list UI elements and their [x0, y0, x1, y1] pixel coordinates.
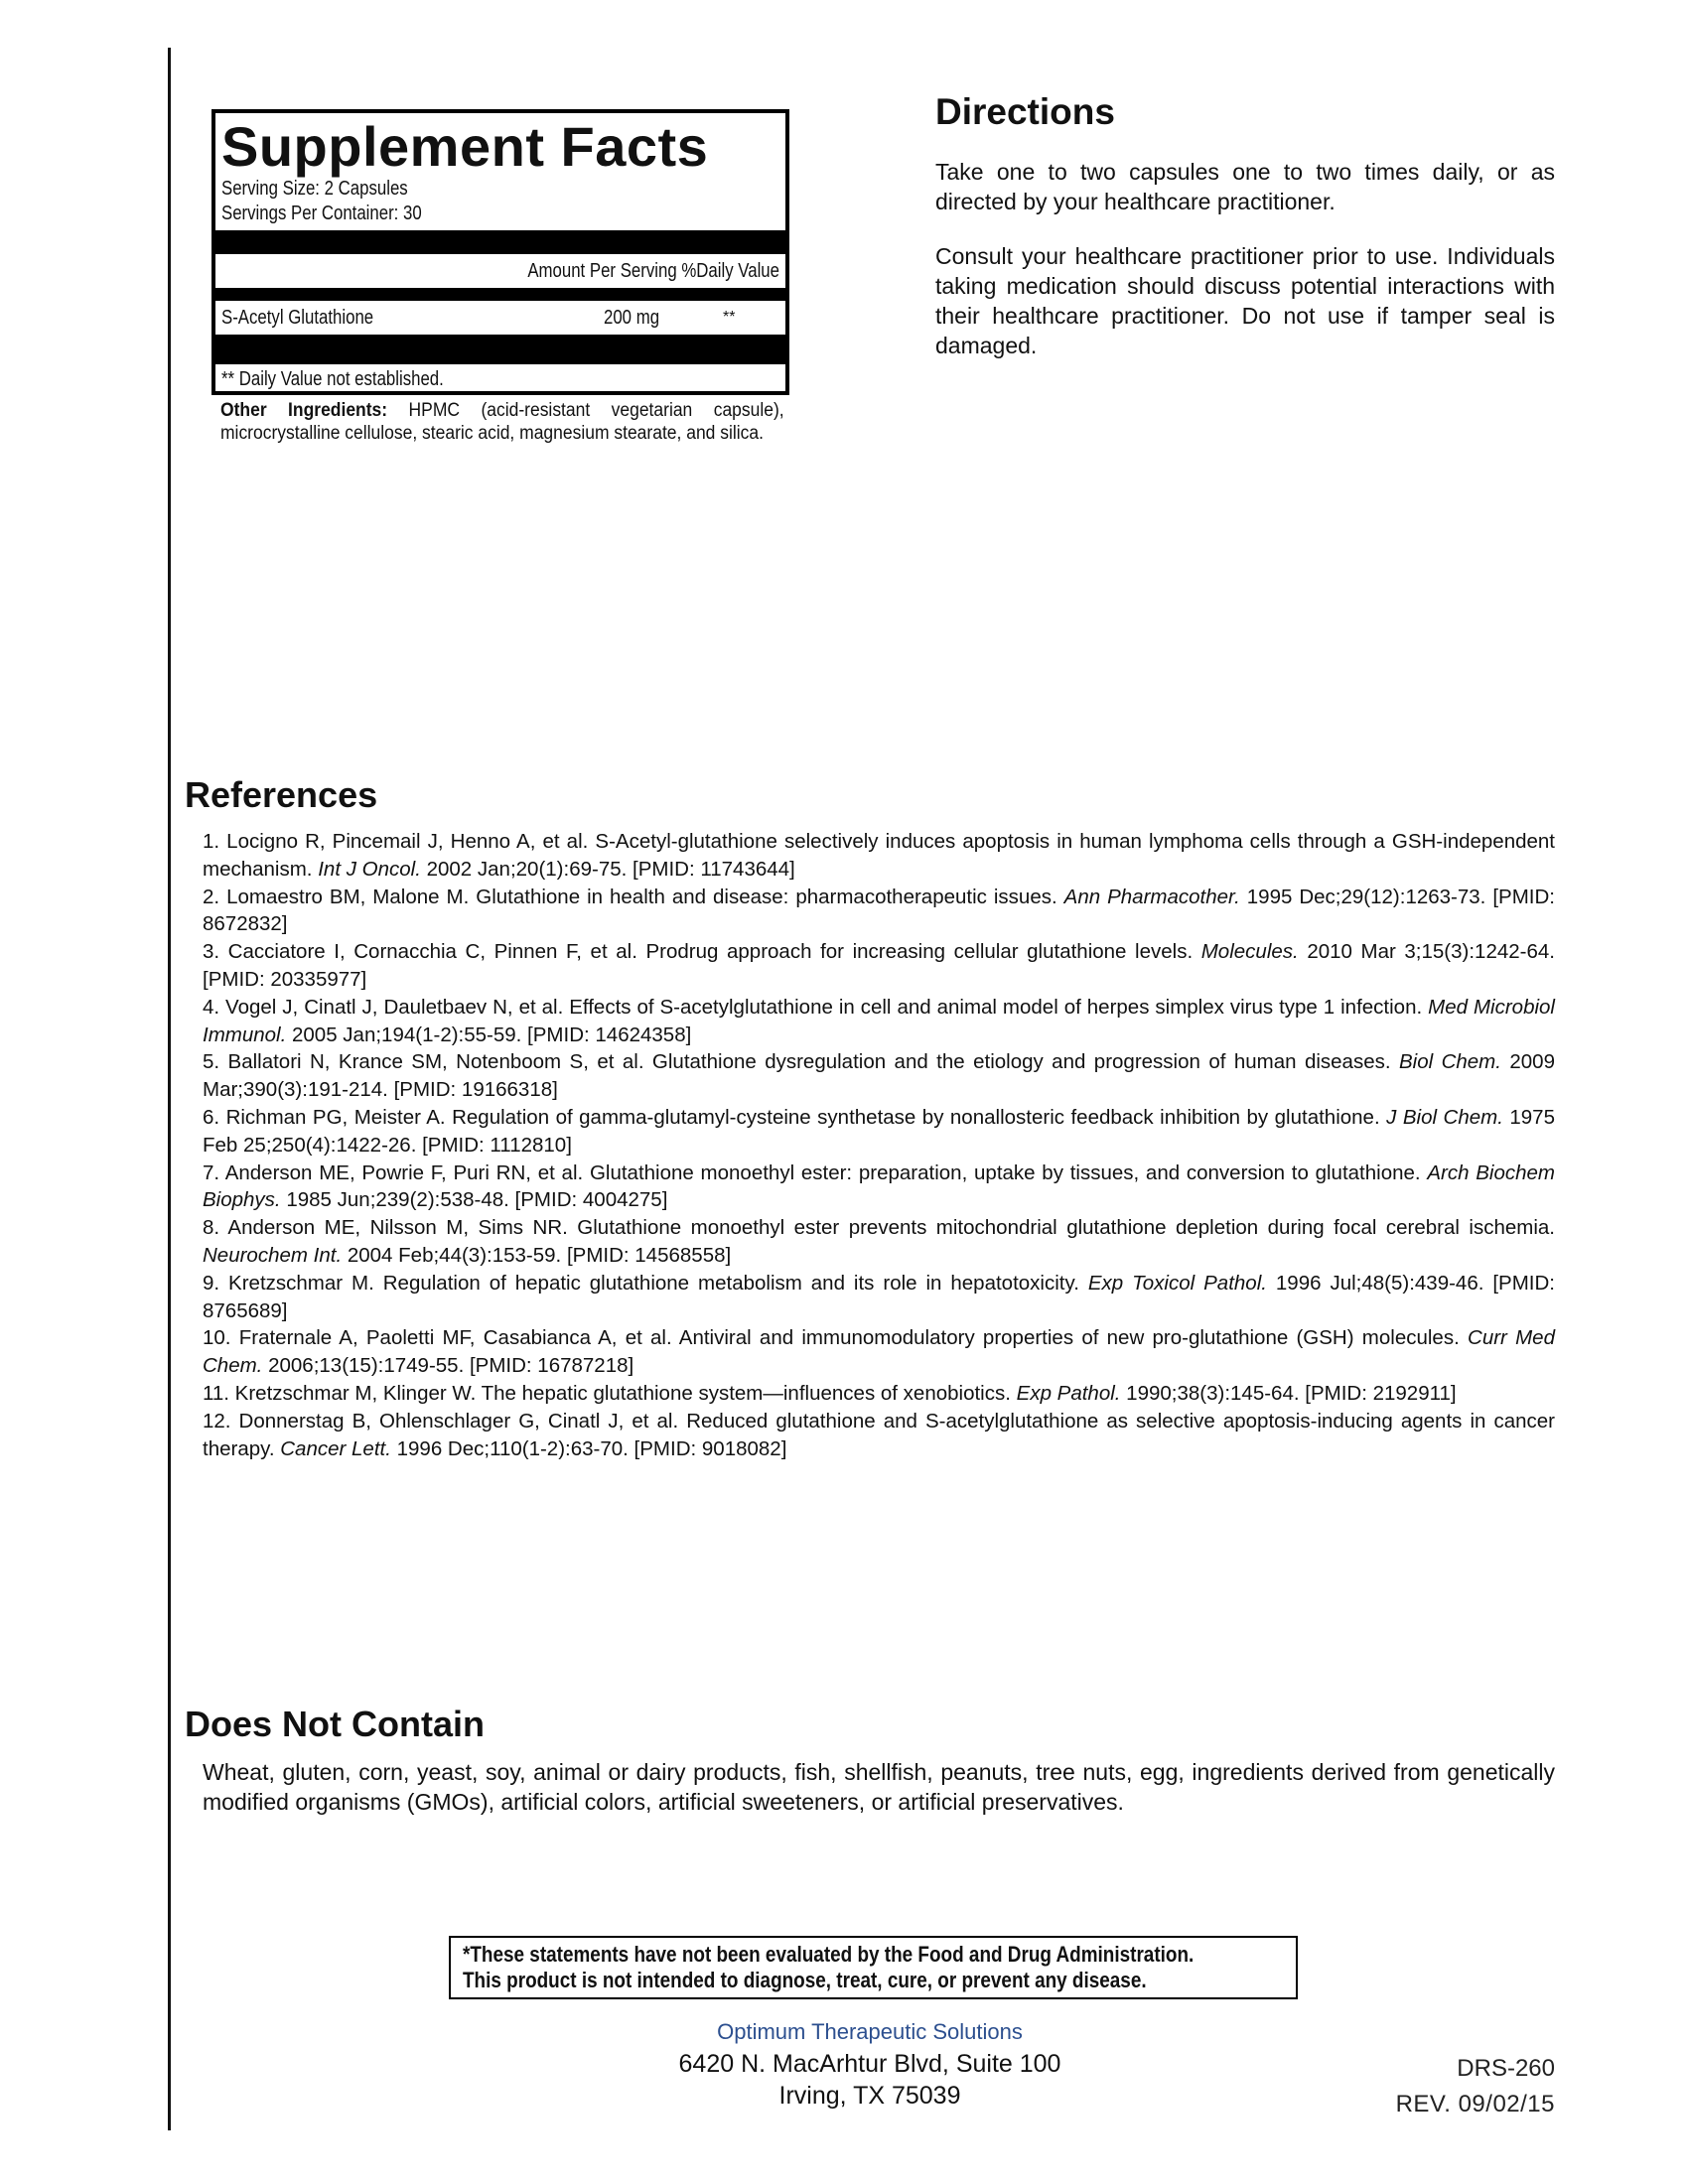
does-not-contain-title: Does Not Contain [185, 1704, 485, 1744]
reference-text: 11. Kretzschmar M, Klinger W. The hepatic glutathione system—influences of xenobiotics. [203, 1381, 1017, 1405]
ingredient-amount: 200 mg [604, 307, 660, 329]
reference-item [203, 994, 1555, 1049]
address-line-1: 6420 N. MacArhtur Blvd, Suite 100 [678, 2050, 1061, 2078]
references-list [203, 828, 1555, 1462]
reference-item [203, 1214, 1555, 1270]
ingredient-row [221, 301, 779, 335]
serving-size: Serving Size: 2 Capsules [221, 178, 408, 200]
reference-journal: Molecules. [1200, 940, 1299, 964]
fda-disclaimer-line-1: *These statements have not been evaluated by the Food and Drug Administration. [463, 1942, 1195, 1967]
supplement-facts-panel [211, 109, 789, 395]
reference-citation: 1996 Jul;48(5):439-46. [PMID: 8765689] [203, 1271, 1556, 1322]
reference-journal: Cancer Lett. [280, 1436, 391, 1460]
servings-per-container: Servings Per Container: 30 [221, 203, 422, 224]
reference-item [203, 1270, 1555, 1325]
address-line-2: Irving, TX 75039 [778, 2082, 961, 2110]
reference-citation: 2005 Jan;194(1-2):55-59. [PMID: 14624358] [286, 1023, 692, 1046]
reference-text: 7. Anderson ME, Powrie F, Puri RN, et al. Glutathione monoethyl ester: preparation, uptake by tissues, and conversion to glutathione. [203, 1160, 1428, 1184]
reference-journal: Exp Pathol. [1016, 1381, 1121, 1405]
reference-citation: 2002 Jan;20(1):69-75. [PMID: 11743644] [420, 857, 795, 881]
left-margin-rule [168, 48, 171, 2130]
reference-text: 2. Lomaestro BM, Malone M. Glutathione in health and disease: pharmacotherapeutic issues. [203, 885, 1064, 908]
reference-journal: J Biol Chem. [1386, 1105, 1503, 1129]
reference-journal: Ann Pharmacother. [1063, 885, 1240, 908]
references-title: References [185, 774, 378, 815]
directions-title: Directions [935, 91, 1115, 132]
divider-bar-thick [215, 230, 785, 254]
reference-item [203, 1160, 1555, 1215]
other-ingredients [220, 399, 784, 445]
reference-citation: 2004 Feb;44(3):153-59. [PMID: 14568558] [342, 1243, 732, 1267]
reference-citation: 2010 Mar 3;15(3):1242-64. [PMID: 20335977] [203, 940, 1555, 991]
other-ingredients-label: Other Ingredients: [220, 400, 388, 421]
directions-paragraph-2: Consult your healthcare practitioner prior to use. Individuals taking medication should discuss potential interactions with their healthcare practitioner. Do not use if tamper seal is damaged. [935, 243, 1555, 358]
reference-journal: Arch Biochem Biophys. [203, 1160, 1555, 1212]
reference-item [203, 1104, 1555, 1160]
reference-item [203, 1048, 1555, 1104]
reference-citation: 1975 Feb 25;250(4):1422-26. [PMID: 1112810] [203, 1105, 1555, 1157]
reference-text: 12. Donnerstag B, Ohlenschlager G, Cinatl J, et al. Reduced glutathione and S-acetylglutathione as selective apoptosis-inducing agents in cancer therapy. [203, 1409, 1555, 1460]
reference-item [203, 1380, 1555, 1408]
reference-journal: Med Microbiol Immunol. [203, 995, 1555, 1046]
reference-text: 5. Ballatori N, Krance SM, Notenboom S, et al. Glutathione dysregulation and the etiology and progression of human diseases. [203, 1050, 1399, 1074]
reference-citation: 1995 Dec;29(12):1263-73. [PMID: 8672832] [203, 885, 1555, 936]
reference-journal: Biol Chem. [1398, 1050, 1501, 1074]
reference-citation: 1985 Jun;239(2):538-48. [PMID: 4004275] [280, 1188, 668, 1212]
reference-item [203, 828, 1555, 884]
ingredient-name: S-Acetyl Glutathione [221, 307, 374, 329]
other-ingredients-text: HPMC (acid-resistant vegetarian capsule), microcrystalline cellulose, stearic acid, magnesium stearate, and silica. [220, 400, 784, 444]
directions-paragraph-1: Take one to two capsules one to two times daily, or as directed by your healthcare practitioner. [935, 159, 1555, 214]
supplement-facts-title: Supplement Facts [221, 115, 709, 178]
product-code: DRS-260 [1457, 2055, 1555, 2082]
reference-citation: 1990;38(3):145-64. [PMID: 2192911] [1120, 1381, 1457, 1405]
reference-item [203, 938, 1555, 994]
reference-citation: 2006;13(15):1749-55. [PMID: 16787218] [262, 1354, 634, 1378]
fda-disclaimer-line-2: This product is not intended to diagnose, treat, cure, or prevent any disease. [463, 1968, 1147, 1992]
reference-citation: 1996 Dec;110(1-2):63-70. [PMID: 9018082] [390, 1436, 787, 1460]
fda-disclaimer-box [449, 1936, 1298, 1999]
reference-item [203, 1408, 1555, 1463]
reference-journal: Curr Med Chem. [203, 1326, 1555, 1378]
reference-citation: 2009 Mar;390(3):191-214. [PMID: 19166318] [203, 1050, 1555, 1102]
revision-date: REV. 09/02/15 [1395, 2091, 1555, 2117]
reference-item [203, 1324, 1555, 1380]
reference-text: 1. Locigno R, Pincemail J, Henno A, et al. S-Acetyl-glutathione selectively induces apoptosis in human lymphoma cells through a GSH-independent mechanism. [203, 830, 1555, 881]
does-not-contain-text: Wheat, gluten, corn, yeast, soy, animal or dairy products, fish, shellfish, peanuts, tree nuts, egg, ingredients derived from genetically modified organisms (GMOs), artificial colors, artificial sweeteners, or artificial preservatives. [203, 1759, 1555, 1815]
serving-info [221, 177, 779, 226]
divider-bar-large [215, 335, 785, 364]
reference-item [203, 884, 1555, 939]
reference-journal: Neurochem Int. [203, 1243, 343, 1267]
reference-text: 9. Kretzschmar M. Regulation of hepatic glutathione metabolism and its role in hepatotoxicity. [203, 1271, 1088, 1295]
ingredient-daily-value: ** [723, 309, 736, 326]
reference-text: 8. Anderson ME, Nilsson M, Sims NR. Glutathione monoethyl ester prevents mitochondrial glutathione depletion during focal cerebral ischemia. [203, 1216, 1555, 1240]
daily-value-footnote: ** Daily Value not established. [221, 368, 444, 390]
amount-header: Amount Per Serving %Daily Value [527, 260, 779, 282]
reference-text: 10. Fraternale A, Paoletti MF, Casabianca A, et al. Antiviral and immunomodulatory properties of new pro-glutathione (GSH) molecules. [203, 1326, 1469, 1350]
reference-text: 4. Vogel J, Cinatl J, Dauletbaev N, et al. Effects of S-acetylglutathione in cell and animal model of herpes simplex virus type 1 infection. [203, 995, 1429, 1019]
footnote-row [221, 364, 779, 392]
reference-journal: Int J Oncol. [318, 857, 421, 881]
reference-text: 3. Cacciatore I, Cornacchia C, Pinnen F, et al. Prodrug approach for increasing cellular glutathione levels. [203, 940, 1201, 964]
reference-text: 6. Richman PG, Meister A. Regulation of gamma-glutamyl-cysteine synthetase by nonallosteric feedback inhibition by glutathione. [203, 1105, 1387, 1129]
reference-journal: Exp Toxicol Pathol. [1087, 1271, 1267, 1295]
company-name: Optimum Therapeutic Solutions [717, 2019, 1023, 2044]
divider-bar-medium [215, 288, 785, 301]
amount-header-row [221, 254, 779, 288]
